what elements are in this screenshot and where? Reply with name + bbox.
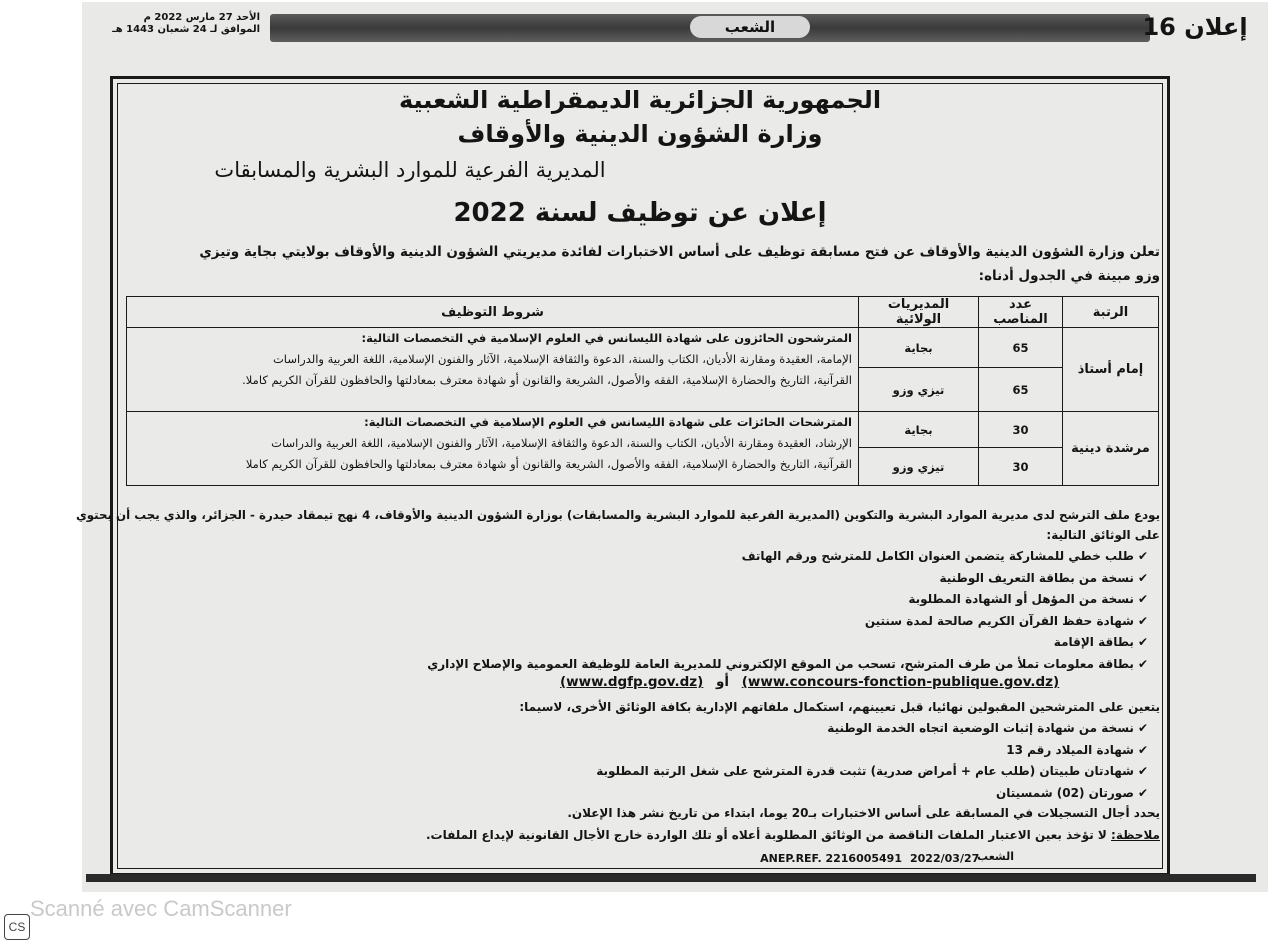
list-item: ✔بطاقة معلومات تملأ من طرف المترشح، تسحب من الموقع الإلكتروني للمديرية العامة للوظيفة العمومية والإصلاح الإداري [427, 654, 1148, 676]
directorate-cell: بجاية [859, 328, 979, 368]
page-number-value: 16 [1142, 13, 1176, 41]
list-item: ✔شهادة الميلاد رقم 13 [596, 740, 1148, 762]
accepted-note: يتعين على المترشحين المقبولين نهائيا، قبل تعيينهم، استكمال ملفاتهم الإدارية بكافة الوثائق الأخرى، لاسيما: [519, 700, 1160, 714]
remark [426, 828, 1160, 842]
recruitment-table [126, 296, 1159, 486]
remark-text: لا تؤخذ بعين الاعتبار الملفات الناقصة من الوثائق المطلوبة أعلاه أو تلك الواردة خارج الأجال القانونية لإيداع الملفات. [425, 828, 1107, 842]
condition-line: المترشحون الحائزون على شهادة الليسانس في العلوم الإسلامية في التخصصات التالية: [361, 331, 852, 345]
list-item: ✔طلب خطي للمشاركة يتضمن العنوان الكامل للمترشح ورقم الهاتف [427, 546, 1148, 568]
checkmark-icon: ✔ [1137, 721, 1148, 735]
checkmark-icon: ✔ [1137, 656, 1148, 671]
footer-date: 2022/03/27 [910, 852, 980, 865]
camscanner-icon: CS [4, 914, 30, 940]
checkmark-icon: ✔ [1137, 592, 1148, 607]
directorate-cell: تيزي وزو [859, 368, 979, 412]
footer-strip [86, 874, 1256, 882]
ministry-heading: وزارة الشؤون الدينية والأوقاف [457, 120, 823, 148]
count-cell: 65 [979, 328, 1063, 368]
condition-line: الإرشاد، العقيدة ومقارنة الأديان، الكتاب والسنة، الدعوة والثقافة الإسلامية، الآثار والفنون الإسلامية، اللغة العربية والدراسات [271, 436, 852, 450]
header-directorate: المديريات الولائية [859, 297, 979, 328]
list-item: ✔شهادتان طبيتان (طلب عام + أمراض صدرية) تثبت قدرة المترشح على شغل الرتبة المطلوبة [596, 761, 1148, 783]
table-header-row [127, 297, 1159, 328]
table-row [127, 412, 1159, 448]
directorate-cell: بجاية [859, 412, 979, 448]
table-row [127, 328, 1159, 368]
conditions-cell [127, 412, 859, 486]
rank-cell: مرشدة دينية [1063, 412, 1159, 486]
rank-cell: إمام أستاذ [1063, 328, 1159, 412]
intro-line-2: وزو مبينة في الجدول أدناه: [978, 268, 1160, 284]
checkmark-icon: ✔ [1137, 635, 1148, 650]
condition-line: الإمامة، العقيدة ومقارنة الأديان، الكتاب والسنة، الدعوة والثقافة الإسلامية، الآثار والفنون الإسلامية، اللغة العربية والدراسات [272, 352, 852, 366]
header-rank: الرتبة [1063, 297, 1159, 328]
documents-list [427, 546, 1148, 676]
list-item: ✔نسخة من بطاقة التعريف الوطنية [427, 568, 1148, 590]
intro-line-1: تعلن وزارة الشؤون الدينية والأوقاف عن فتح مسابقة توظيف على أساس الاختبارات لفائدة مديريتي الشؤون الدينية والأوقاف بولايتي بجاية وتيزي [199, 244, 1160, 260]
list-item: ✔بطاقة الإقامة [427, 632, 1148, 654]
count-cell: 30 [979, 412, 1063, 448]
footer-anep-ref: ANEP.REF. 2216005491 [760, 852, 902, 865]
website-concours[interactable]: (www.concours-fonction-publique.gov.dz) [741, 674, 1060, 690]
directorate-heading: المديرية الفرعية للموارد البشرية والمسابقات [214, 158, 606, 182]
checkmark-icon: ✔ [1137, 764, 1148, 779]
websites-line [560, 674, 1060, 690]
header-conditions: شروط التوظيف [127, 297, 859, 328]
count-cell: 65 [979, 368, 1063, 412]
deadline-text: يحدد أجال التسجيلات في المسابقة على أساس الاختبارات بـ20 يوما، ابتداء من تاريخ نشر هذا الإعلان. [567, 806, 1160, 820]
header-count: عدد المناصب [979, 297, 1063, 328]
list-item: ✔صورتان (02) شمسيتان [596, 783, 1148, 805]
list-item: ✔نسخة من شهادة إثبات الوضعية اتجاه الخدمة الوطنية [596, 718, 1148, 740]
hijri-date: الموافق لـ 24 شعبان 1443 هـ [112, 24, 260, 35]
republic-heading: الجمهورية الجزائرية الديمقراطية الشعبية [398, 86, 882, 114]
condition-line: المترشحات الحائزات على شهادة الليسانس في العلوم الإسلامية في التخصصات التالية: [364, 415, 852, 429]
list-item: ✔شهادة حفظ القرآن الكريم صالحة لمدة سنتين [427, 611, 1148, 633]
remark-label: ملاحظة: [1111, 828, 1160, 842]
page-label: إعلان [1184, 13, 1248, 41]
list-item: ✔نسخة من المؤهل أو الشهادة المطلوبة [427, 589, 1148, 611]
footer-source: الشعب [977, 850, 1014, 863]
submission-line-1: يودع ملف الترشح لدى مديرية الموارد البشرية والتكوين (المديرية الفرعية للموارد البشرية والمسابقات) بوزارة الشؤون الدينية والأوقاف، 4 نهج تيمقاد حيدرة - الجزائر، والذي يجب أن يحتوي [75, 508, 1160, 522]
extra-documents-list [596, 718, 1148, 804]
submission-line-2: على الوثائق التالية: [1046, 528, 1160, 542]
condition-line: القرآنية، التاريخ والحضارة الإسلامية، الفقه والأصول، الشريعة والقانون أو شهادة معترف بمعادلتها والحافظون للقرآن الكريم كاملا [245, 457, 852, 471]
conditions-cell [127, 328, 859, 412]
newspaper-name: الشعب [690, 16, 810, 38]
scanner-watermark: Scanné avec CamScanner [30, 896, 292, 921]
checkmark-icon: ✔ [1137, 570, 1148, 585]
checkmark-icon: ✔ [1137, 742, 1148, 757]
gregorian-date: الأحد 27 مارس 2022 م [143, 12, 260, 23]
directorate-cell: تيزي وزو [859, 448, 979, 486]
website-dgfp[interactable]: (www.dgfp.gov.dz) [560, 674, 704, 690]
checkmark-icon: ✔ [1137, 549, 1148, 563]
count-cell: 30 [979, 448, 1063, 486]
condition-line: القرآنية، التاريخ والحضارة الإسلامية، الفقه والأصول، الشريعة والقانون أو شهادة معترف بمعادلتها والحافظون للقرآن الكريم كاملا. [242, 373, 852, 387]
websites-or: أو [716, 674, 730, 690]
announcement-title: إعلان عن توظيف لسنة 2022 [453, 198, 827, 228]
checkmark-icon: ✔ [1137, 613, 1148, 628]
checkmark-icon: ✔ [1137, 785, 1148, 800]
